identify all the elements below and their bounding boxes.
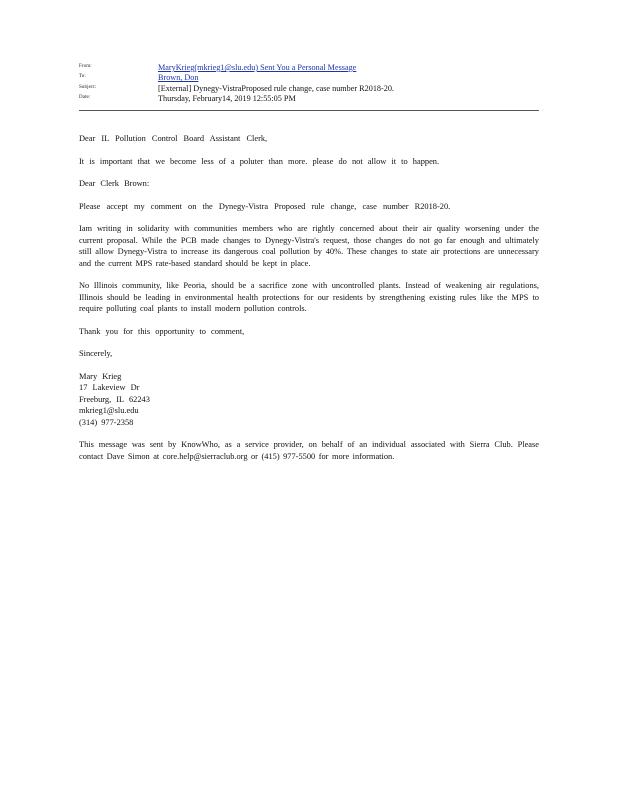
personal-note: It is important that we become less of a poluter than more. please do not allow it to happen.	[79, 156, 440, 166]
signature-city: Freeburg, IL 62243	[79, 394, 150, 404]
date-row	[79, 94, 549, 104]
to-row	[79, 73, 549, 83]
thanks-line: Thank you for this opportunity to comment,	[79, 326, 245, 336]
subject-label: Subject:	[79, 85, 97, 90]
footer-disclaimer: This message was sent by KnowWho, as a service provider, on behalf of an individual associated with Sierra Club. Please contact Dave Simon at core.help@sierraclub.org or (415) 977-5500 for more information.	[79, 440, 539, 461]
subject-value: [External] Dynegy-VistraProposed rule change, case number R2018-20.	[158, 84, 394, 93]
salutation-board: Dear IL Pollution Control Board Assistant Clerk,	[79, 134, 268, 143]
from-link[interactable]: MaryKrieg(mkrieg1@slu.edu) Sent You a Personal Message	[158, 63, 357, 72]
signature-street: 17 Lakeview Dr	[79, 383, 140, 392]
comment-intro: Please accept my comment on the Dynegy-Vistra Proposed rule change, case number R2018-20.	[79, 201, 451, 211]
from-label: From:	[79, 64, 92, 69]
to-label: To:	[79, 74, 86, 79]
signature-email: mkrieg1@slu.edu	[79, 406, 139, 415]
to-link[interactable]: Brown, Don	[158, 73, 199, 82]
comment-paragraph-1: Iam writing in solidarity with communities members who are rightly concerned about their air quality worsening under the current proposal. While the PCB made changes to Dynegy-Vistra's request, those changes do not go far enough and ultimately still allow Dynegy-Vistra to increase its dangerous coal pollution by 40%. These changes to state air protections are unnecessary and the current MPS rate-based standard should be kept in place.	[79, 224, 539, 268]
salutation-clerk: Dear Clerk Brown:	[79, 179, 150, 188]
closing: Sincerely,	[79, 349, 113, 358]
signature-block	[79, 371, 539, 429]
subject-row	[79, 84, 549, 94]
comment-paragraph-2: No Illinois community, like Peoria, should be a sacrifice zone with uncontrolled plants. Instead of weakening air regulations, Illinois should be leading in environmental health protections for our residents by strengthening existing rules like the MPS to require polluting coal plants to install modern pollution controls.	[79, 281, 539, 313]
date-label: Date:	[79, 95, 91, 100]
from-row	[79, 63, 549, 73]
signature-name: Mary Krieg	[79, 371, 122, 381]
date-value: Thursday, February14, 2019 12:55:05 PM	[158, 94, 296, 103]
email-body	[79, 133, 539, 462]
signature-phone: (314) 977-2358	[79, 417, 134, 427]
header-divider	[79, 110, 539, 111]
